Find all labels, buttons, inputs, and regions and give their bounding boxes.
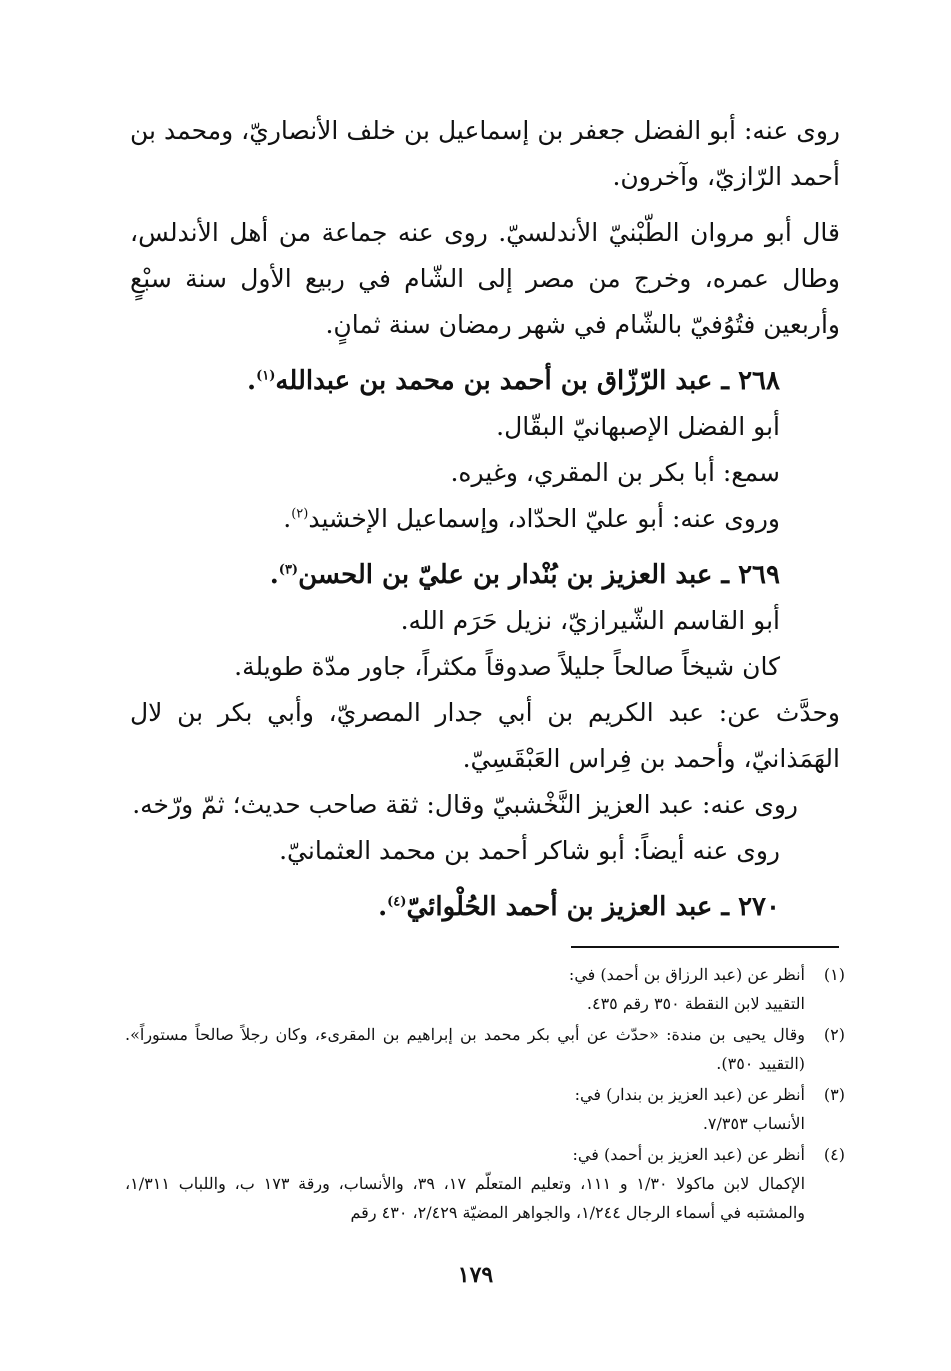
footnote-2 [125,1020,845,1078]
entry-269 [130,552,840,874]
footnote-number: (٢) [823,1025,845,1044]
entry-268 [130,358,840,542]
entry-269-line-4: روى عنه أيضاً: أبو شاكر أحمد بن محمد العثمانيّ. [279,836,780,865]
footnote-number: (٤) [823,1145,845,1164]
entry-268-line-2: سمع: أبا بكر بن المقري، وغيره. [450,458,780,487]
footnote-ref-1: (١) [256,368,276,384]
paragraph-2: قال أبو مروان الطّبْنيّ الأندلسيّ. روى عنه جماعة من أهل الأندلس، وطال عمره، وخرج من مصر إلى الشّام في ربيع الأول سنة سبْعٍ وأربعين فتُوُفيّ بالشّام في شهر رمضان سنة ثمانٍ. [130,218,840,339]
footnote-line: الأنساب ٧/٣٥٣. [702,1114,805,1133]
page-number: ١٧٩ [457,1262,494,1288]
entry-270 [130,884,840,930]
footnote-4 [125,1140,845,1227]
footnote-line: وقال يحيى بن مندة: «حدّث عن أبي بكر محمد بن إبراهيم بن المقرىء، وكان رجلاً صالحاً مستوراً». (التقييد ٣٥٠). [125,1025,805,1073]
entry-269-line-1: أبو القاسم الشّيرازيّ، نزيل حَرَم الله. [400,606,780,635]
footnote-divider [571,946,839,948]
entry-269-paragraph: وحدَّث عن: عبد الكريم بن أبي جدار المصريّ، وأبي بكر بن لال الهَمَذانيّ، وأحمد بن فِراس العَبْقَسِيّ. [130,698,840,773]
footnote-ref-3: (٣) [278,562,299,578]
paragraph-1: روى عنه: أبو الفضل جعفر بن إسماعيل بن خلف الأنصاريّ، ومحمد بن أحمد الرّازيّ، وآخرون. [130,116,840,191]
footnote-3 [125,1080,845,1138]
footnotes [125,960,845,1229]
footnote-number: (٣) [823,1085,845,1104]
footnote-line: التقييد لابن النقطة ٣٥٠ رقم ٤٣٥. [586,994,805,1013]
entry-269-line-3: روى عنه: عبد العزيز النَّخْشبيّ وقال: ثقة صاحب حديث؛ ثمّ ورّخه. [132,790,798,819]
entry-270-heading: ٢٧٠ ـ عبد العزيز بن أحمد الحُلْوائيّ$^{(٤)}$. [378,892,780,922]
entry-268-heading: ٢٦٨ ـ عبد الرّزّاق بن أحمد بن محمد بن عبدالله$^{(١)}$. [247,366,780,396]
entry-269-heading: ٢٦٩ ـ عبد العزيز بن بُنْدار بن عليّ بن الحسن$^{(٣)}$. [269,560,780,590]
entry-269-line-2: كان شيخاً صالحاً جليلاً صدوقاً مكثراً، جاور مدّة طويلة. [234,652,780,681]
footnote-1 [125,960,845,1018]
footnote-ref-2: (٢) [291,506,309,522]
entry-268-line-1: أبو الفضل الإصبهانيّ البقّال. [496,412,780,441]
footnote-ref-4: (٤) [387,894,407,910]
entry-268-line-3: وروى عنه: أبو عليّ الحدّاد، وإسماعيل الإخشيد$^{(٢)}$. [283,504,780,533]
main-text [130,108,840,930]
footnote-line: أنظر عن (عبد العزيز بن أحمد) في: [572,1145,805,1164]
footnote-line: أنظر عن (عبد الرزاق بن أحمد) في: [568,965,805,984]
footnote-line: الإكمال لابن ماكولا ١/٣٠ و ١١١، وتعليم المتعلّم ١٧، ٣٩، والأنساب، ورقة ١٧٣ ب، واللباب ١/٣١١، والمشتبه في أسماء الرجال ١/٢٤٤، والجواهر المضيّة ٢/٤٢٩، ٤٣٠ رقم [125,1174,806,1222]
footnote-line: أنظر عن (عبد العزيز بن بندار) في: [574,1085,805,1104]
footnote-number: (١) [823,965,845,984]
